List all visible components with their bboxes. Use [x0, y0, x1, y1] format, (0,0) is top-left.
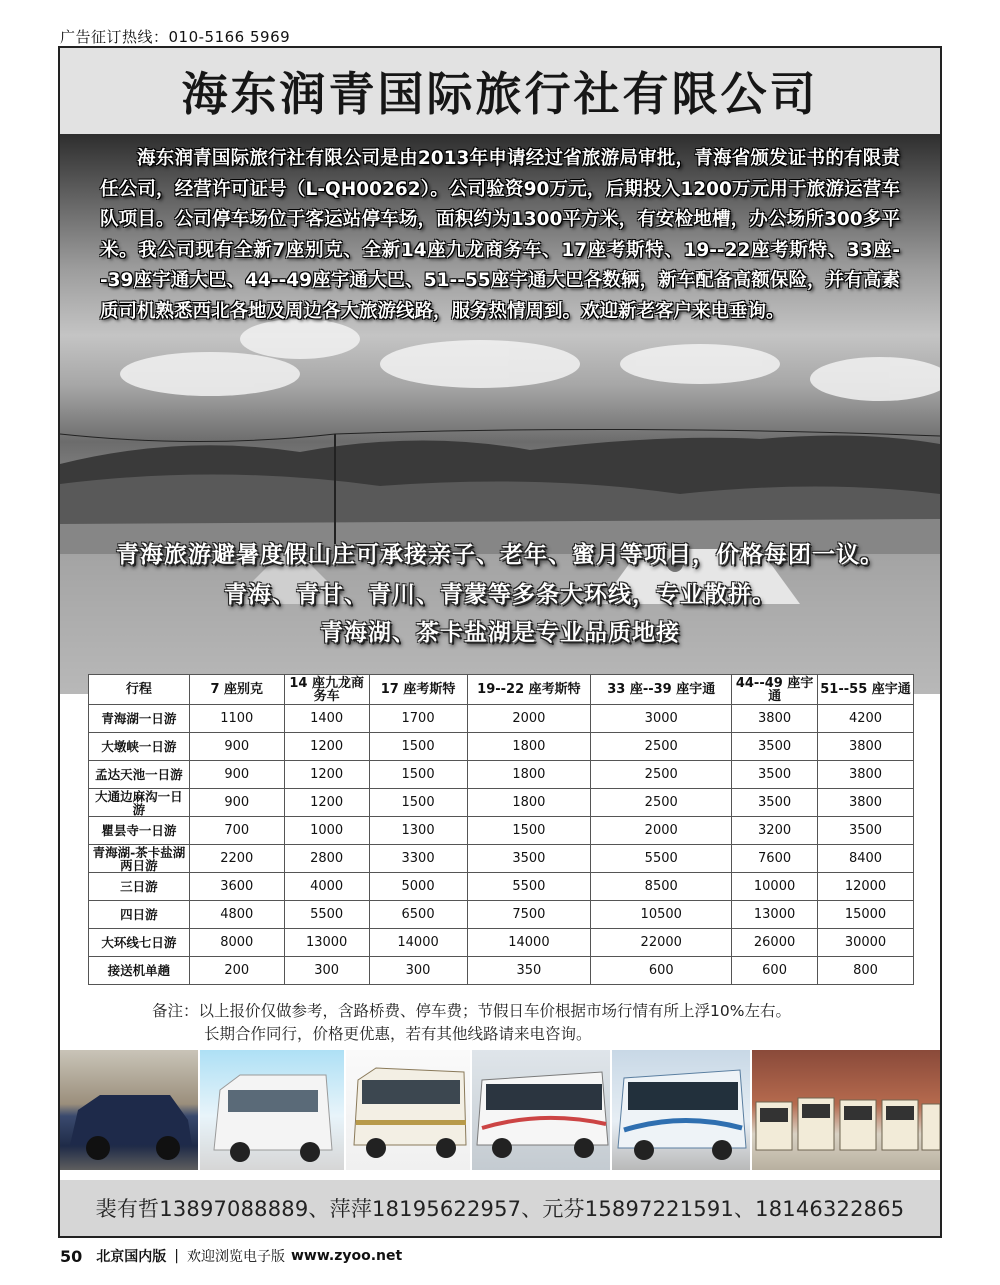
- price-cell: 2200: [189, 845, 284, 873]
- price-cell: 1100: [189, 705, 284, 733]
- price-cell: 10000: [732, 873, 818, 901]
- buick-mpv-photo: [60, 1050, 200, 1170]
- vehicle-photo-strip: [60, 1050, 940, 1170]
- price-cell: 2500: [591, 733, 732, 761]
- price-cell: 22000: [591, 929, 732, 957]
- advertisement-page: [58, 46, 942, 1238]
- price-cell: 1200: [284, 761, 369, 789]
- price-cell: 26000: [732, 929, 818, 957]
- route-cell: 大环线七日游: [89, 929, 190, 957]
- route-cell: 大墩峡一日游: [89, 733, 190, 761]
- price-cell: 8000: [189, 929, 284, 957]
- slogan-loop-routes: 青海、青甘、青川、青蒙等多条大环线，专业散拼。: [224, 582, 776, 608]
- page-footer: [60, 1246, 402, 1266]
- price-cell: 2500: [591, 789, 732, 817]
- price-cell: 3500: [732, 733, 818, 761]
- price-cell: 14000: [369, 929, 467, 957]
- price-cell: 1400: [284, 705, 369, 733]
- price-cell: 5500: [284, 901, 369, 929]
- price-cell: 2800: [284, 845, 369, 873]
- price-cell: 12000: [818, 873, 914, 901]
- contact-bar: [60, 1180, 940, 1236]
- title-banner: [60, 48, 940, 134]
- price-cell: 200: [189, 957, 284, 985]
- price-cell: 3800: [818, 789, 914, 817]
- price-cell: 600: [591, 957, 732, 985]
- price-cell: 300: [369, 957, 467, 985]
- table-row: [89, 929, 914, 957]
- price-cell: 900: [189, 761, 284, 789]
- note-line-1: 备注：以上报价仅做参考，含路桥费、停车费；节假日车价根据市场行情有所上浮10%左右。: [152, 1002, 791, 1020]
- footer-welcome: 欢迎浏览电子版: [186, 1249, 285, 1265]
- table-row: [89, 817, 914, 845]
- slogan-summer-resort: 青海旅游避暑度假山庄可承接亲子、老年、蜜月等项目，价格每团一议。: [116, 542, 884, 568]
- table-row: [89, 873, 914, 901]
- route-cell: 四日游: [89, 901, 190, 929]
- price-cell: 8500: [591, 873, 732, 901]
- route-cell: 瞿昙寺一日游: [89, 817, 190, 845]
- price-cell: 3800: [818, 733, 914, 761]
- price-cell: 5500: [591, 845, 732, 873]
- table-row: [89, 957, 914, 985]
- column-header: 51--55 座宇通: [818, 675, 914, 705]
- note-line-2: 长期合作同行，价格更优惠，若有其他线路请来电咨询。: [204, 1025, 592, 1043]
- price-cell: 13000: [284, 929, 369, 957]
- price-cell: 1500: [369, 789, 467, 817]
- price-cell: 3200: [732, 817, 818, 845]
- price-cell: 1200: [284, 733, 369, 761]
- table-row: [89, 705, 914, 733]
- ad-hotline: 广告征订热线：010-5166 5969: [60, 28, 291, 46]
- page-number: 50: [60, 1246, 83, 1266]
- price-cell: 4000: [284, 873, 369, 901]
- route-cell: 三日游: [89, 873, 190, 901]
- contact-phones: 裴有哲13897088889、萍萍18195622957、元芬15897221591、18146322865: [95, 1197, 905, 1221]
- price-cell: 30000: [818, 929, 914, 957]
- price-cell: 6500: [369, 901, 467, 929]
- price-cell: 1000: [284, 817, 369, 845]
- price-cell: 3300: [369, 845, 467, 873]
- slogan-local-service: 青海湖、茶卡盐湖是专业品质地接: [320, 620, 680, 646]
- website-link[interactable]: www.zyoo.net: [290, 1248, 403, 1264]
- route-cell: 孟达天池一日游: [89, 761, 190, 789]
- price-cell: 5500: [467, 873, 591, 901]
- table-row: [89, 733, 914, 761]
- price-cell: 5000: [369, 873, 467, 901]
- price-cell: 3500: [467, 845, 591, 873]
- price-cell: 8400: [818, 845, 914, 873]
- table-row: [89, 845, 914, 873]
- column-header: 44--49 座宇通: [732, 675, 818, 705]
- company-name: 海东润青国际旅行社有限公司: [181, 67, 819, 121]
- column-header: 14 座九龙商务车: [284, 675, 369, 705]
- price-cell: 7500: [467, 901, 591, 929]
- yutong-bus-photo: [612, 1050, 752, 1170]
- price-cell: 3800: [732, 705, 818, 733]
- price-cell: 1500: [369, 761, 467, 789]
- price-cell: 1200: [284, 789, 369, 817]
- column-header: 行程: [89, 675, 190, 705]
- price-cell: 2000: [591, 817, 732, 845]
- price-notes: [152, 1000, 791, 1046]
- edition-label: 北京国内版: [96, 1249, 167, 1265]
- price-cell: 13000: [732, 901, 818, 929]
- price-cell: 3800: [818, 761, 914, 789]
- price-cell: 3500: [732, 761, 818, 789]
- price-cell: 1800: [467, 789, 591, 817]
- landscape-hero: [60, 134, 940, 694]
- price-cell: 3000: [591, 705, 732, 733]
- price-cell: 350: [467, 957, 591, 985]
- price-cell: 10500: [591, 901, 732, 929]
- jiulong-van-photo: [200, 1050, 346, 1170]
- price-cell: 1500: [369, 733, 467, 761]
- yutong-coach-photo: [472, 1050, 612, 1170]
- price-cell: 1300: [369, 817, 467, 845]
- price-cell: 3500: [732, 789, 818, 817]
- price-cell: 1800: [467, 733, 591, 761]
- price-cell: 1700: [369, 705, 467, 733]
- price-cell: 900: [189, 733, 284, 761]
- price-cell: 600: [732, 957, 818, 985]
- route-cell: 青海湖-茶卡盐湖两日游: [89, 845, 190, 873]
- footer-separator: |: [174, 1248, 179, 1264]
- price-cell: 1800: [467, 761, 591, 789]
- price-cell: 4800: [189, 901, 284, 929]
- price-cell: 15000: [818, 901, 914, 929]
- column-header: 17 座考斯特: [369, 675, 467, 705]
- column-header: 7 座别克: [189, 675, 284, 705]
- price-cell: 3500: [818, 817, 914, 845]
- price-cell: 14000: [467, 929, 591, 957]
- table-header-row: [89, 675, 914, 705]
- fleet-row-photo: [752, 1050, 940, 1170]
- price-cell: 300: [284, 957, 369, 985]
- price-table: [88, 674, 914, 985]
- price-cell: 800: [818, 957, 914, 985]
- coaster-bus-photo: [346, 1050, 472, 1170]
- price-cell: 2000: [467, 705, 591, 733]
- price-cell: 900: [189, 789, 284, 817]
- table-row: [89, 901, 914, 929]
- route-cell: 大通边麻沟一日游: [89, 789, 190, 817]
- price-cell: 1500: [467, 817, 591, 845]
- route-cell: 接送机单趟: [89, 957, 190, 985]
- route-cell: 青海湖一日游: [89, 705, 190, 733]
- table-row: [89, 789, 914, 817]
- price-cell: 2500: [591, 761, 732, 789]
- column-header: 33 座--39 座宇通: [591, 675, 732, 705]
- table-row: [89, 761, 914, 789]
- column-header: 19--22 座考斯特: [467, 675, 591, 705]
- price-cell: 7600: [732, 845, 818, 873]
- price-cell: 3600: [189, 873, 284, 901]
- price-cell: 4200: [818, 705, 914, 733]
- company-intro: 海东润青国际旅行社有限公司是由2013年申请经过省旅游局审批，青海省颁发证书的有限责任公司，经营许可证号（L-QH00262）。公司验资90万元，后期投入1200万元用于旅游运营车队项目。公司停车场位于客运站停车场，面积约为1300平方米，有安检地槽，办公场所300多平米。我公司现有全新7座别克、全新14座九龙商务车、17座考斯特、19--22座考斯特、33座--39座宇通大巴、44--49座宇通大巴、51--55座宇通大巴各数辆，新车配备高额保险，并有高素质司机熟悉西北各地及周边各大旅游线路，服务热情周到。欢迎新老客户来电垂询。: [100, 148, 900, 322]
- price-cell: 700: [189, 817, 284, 845]
